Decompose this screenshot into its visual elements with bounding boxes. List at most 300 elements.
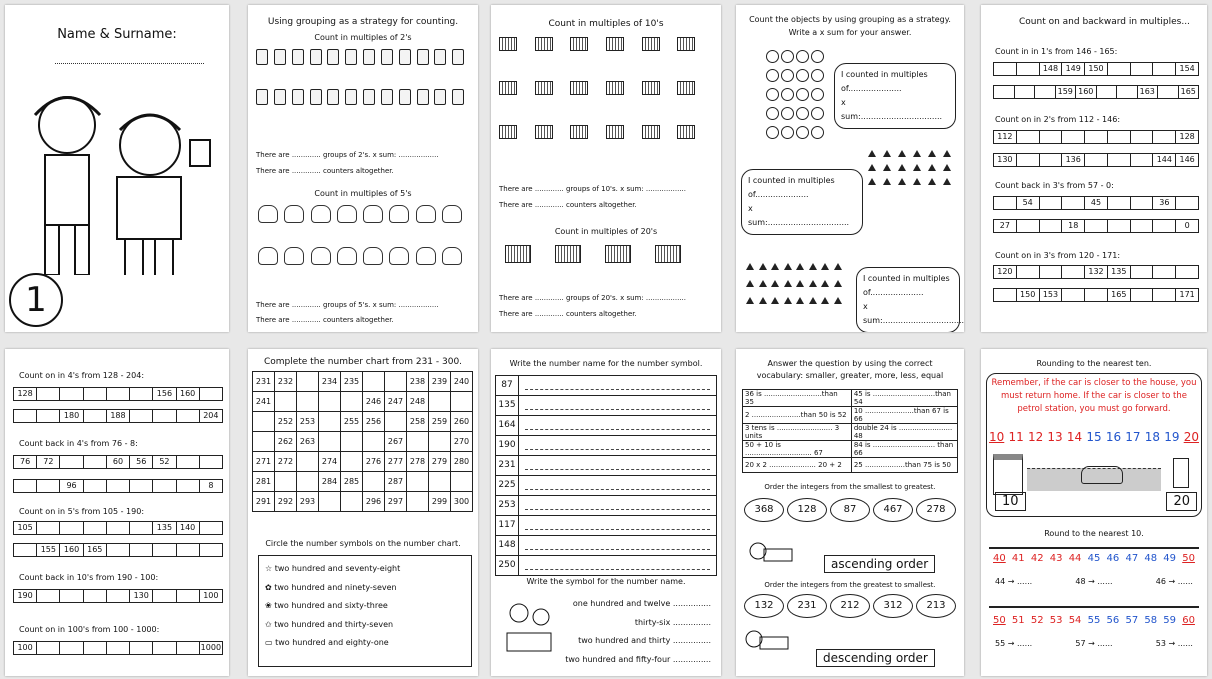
triangle-icon: [746, 263, 754, 270]
chart-cell: 277: [385, 452, 407, 472]
number-line-cell: [130, 388, 153, 400]
number-line-cell: [177, 410, 200, 422]
triangle-icon: [759, 280, 767, 287]
number-line-cell: 171: [1179, 290, 1195, 299]
number-symbol: 135: [496, 396, 519, 415]
subheading: Circle the number symbols on the number chart.: [265, 539, 461, 548]
number-line-cell: [60, 522, 83, 534]
apple-icon: [796, 50, 809, 63]
circle-item: ✩ two hundred and thirty-seven: [265, 619, 394, 629]
hand-icon: [442, 205, 462, 223]
number-line-cell: 52: [153, 456, 176, 468]
number-line-cell: [1131, 154, 1154, 166]
bundle-icon: [677, 81, 695, 95]
number-name-row: two hundred and fifty-four ...............: [565, 654, 711, 664]
bubble-text: I counted in multiples: [748, 176, 835, 185]
rule-2: If the car is closer to the petrol station, you must go forward.: [1017, 391, 1188, 414]
chart-cell: [275, 392, 297, 412]
cake-icon: [883, 164, 891, 171]
number-line: [993, 62, 1199, 76]
integer-oval: 132: [744, 594, 784, 618]
counter-icon: [399, 89, 411, 105]
triangle-icon: [771, 280, 779, 287]
number-line-cell: 100: [203, 591, 219, 600]
rounding-question: 57 → ......: [1075, 639, 1113, 648]
number-tick-label: 13: [1047, 430, 1063, 444]
number-line-cell: [1017, 131, 1040, 143]
ascending-order-label: ascending order: [824, 555, 935, 573]
number-line-cell: [1040, 266, 1063, 278]
number-line-cell: [153, 410, 176, 422]
number-line-cell: [1131, 266, 1154, 278]
chart-cell: [429, 472, 451, 492]
chart-cell: 278: [407, 452, 429, 472]
vocab-cell: double 24 is ........................ 48: [851, 424, 957, 441]
triangle-icon: [821, 280, 829, 287]
apple-icon: [766, 69, 779, 82]
cakes-group: [868, 150, 958, 185]
number-line-cell: 150: [1085, 63, 1108, 75]
number-line-cell: 204: [203, 411, 219, 420]
counter-icon: [381, 89, 393, 105]
number-line: [993, 130, 1199, 144]
number-line-cell: [130, 410, 153, 422]
chart-cell: 274: [319, 452, 341, 472]
integer-oval: 368: [744, 498, 784, 522]
section-2-label: Count back in 4's from 76 - 8:: [19, 439, 138, 448]
number-line-cell: 132: [1085, 266, 1108, 278]
counter-icon: [417, 49, 429, 65]
number-line-cell: 120: [994, 266, 1017, 278]
number-line-cell: 76: [14, 456, 37, 468]
number-line-cell: [1131, 131, 1154, 143]
section-2-label: Count on in 2's from 112 - 146:: [995, 115, 1121, 124]
subheading-20s: Count in multiples of 20's: [554, 227, 658, 236]
counter-icon: [327, 89, 339, 105]
chart-cell: 279: [429, 452, 451, 472]
chart-cell: 259: [429, 412, 451, 432]
number-line-cell: [84, 480, 107, 492]
section-4-label: Count on in 3's from 120 - 171:: [995, 251, 1121, 260]
page-vocabulary-ordering: [736, 349, 964, 676]
section-3-label: Count back in 3's from 57 - 0:: [995, 181, 1114, 190]
vocab-cell: 3 tens is ......................... 3 units: [743, 424, 852, 441]
number-symbol-row: [495, 555, 717, 576]
page-title: Using grouping as a strategy for counting.: [267, 17, 459, 27]
number-line-cell: [1062, 266, 1085, 278]
number-line-cell: 153: [1040, 289, 1063, 301]
counter-icon: [310, 49, 322, 65]
triangle-icon: [771, 297, 779, 304]
chart-cell: [275, 472, 297, 492]
counter-icon: [434, 89, 446, 105]
number-line-cell: [1131, 197, 1154, 209]
number-tick-label: 42: [1030, 553, 1044, 564]
apple-icon: [811, 50, 824, 63]
number-line: [13, 641, 223, 655]
number-line-cell: [60, 590, 83, 602]
number-line-cell: 165: [1108, 289, 1131, 301]
counter-icon: [345, 49, 357, 65]
page-title-line1: Count the objects by using grouping as a strategy.: [749, 15, 951, 24]
chart-cell: 238: [407, 372, 429, 392]
number-line-cell: [1085, 220, 1108, 232]
number-line-cell: 188: [107, 410, 130, 422]
answer-bubble-1: [834, 63, 956, 129]
answer-line: [525, 436, 710, 450]
hand-icon: [337, 205, 357, 223]
number-line-cell: 165: [84, 544, 107, 556]
chart-cell: [297, 392, 319, 412]
chart-cell: [363, 372, 385, 392]
total-line-10s: There are ............. counters altogether.: [499, 201, 637, 209]
chart-cell: 253: [297, 412, 319, 432]
chart-cell: 284: [319, 472, 341, 492]
number-line-cell: 163: [1138, 86, 1159, 98]
integer-oval: 87: [830, 498, 870, 522]
apple-icon: [781, 107, 794, 120]
number-tick-label: 50: [993, 615, 1006, 626]
number-tick-label: 43: [1049, 553, 1063, 564]
hand-icon: [284, 205, 304, 223]
number-line-cell: [1040, 154, 1063, 166]
integer-oval: 212: [830, 594, 870, 618]
number-line-cell: 136: [1062, 154, 1085, 166]
number-line-cell: 156: [153, 388, 176, 400]
chart-cell: 231: [253, 372, 275, 392]
bubble-text: x sum:................................: [863, 302, 964, 325]
answer-line: [525, 416, 710, 430]
house-icon: [993, 454, 1023, 495]
chart-cell: [363, 472, 385, 492]
integer-oval: 231: [787, 594, 827, 618]
rounding-question: 44 → ......: [995, 577, 1033, 586]
triangle-icon: [821, 297, 829, 304]
bundle-icon: [570, 125, 588, 139]
petrol-pump-icon: [1173, 458, 1189, 488]
apple-icon: [811, 126, 824, 139]
triangle-icon: [834, 297, 842, 304]
chart-cell: 248: [407, 392, 429, 412]
number-line: [993, 288, 1199, 302]
vocab-cell: 50 + 10 is .............................. 67: [743, 441, 852, 458]
number-symbol-row: [495, 435, 717, 455]
number-line-cell: [1017, 266, 1040, 278]
triangle-icon: [746, 297, 754, 304]
apple-icon: [781, 88, 794, 101]
cake-icon: [928, 178, 936, 185]
number-line-cell: [1153, 289, 1176, 301]
answer-line: [525, 456, 710, 470]
number-line-cell: [153, 544, 176, 556]
apple-icon: [811, 88, 824, 101]
number-line-cell: [130, 522, 153, 534]
child-lying-icon: [746, 539, 796, 569]
counter-icon: [399, 49, 411, 65]
triangle-icon: [784, 263, 792, 270]
bundle-icon: [642, 81, 660, 95]
triangle-icon: [759, 297, 767, 304]
number-line-cell: [60, 388, 83, 400]
cake-icon: [913, 164, 921, 171]
number-symbol-row: [495, 375, 717, 395]
triangle-icon: [759, 263, 767, 270]
counter-icon: [310, 89, 322, 105]
number-line-cell: [14, 544, 37, 556]
number-line-cell: 160: [177, 388, 200, 400]
number-symbol-row: [495, 415, 717, 435]
number-line-cell: 149: [1062, 63, 1085, 75]
number-line: [13, 455, 223, 469]
bundle-icon: [570, 81, 588, 95]
apple-icon: [811, 107, 824, 120]
number-line-cell: [200, 456, 222, 468]
apple-icon: [796, 88, 809, 101]
apple-icon: [796, 107, 809, 120]
number-line-cell: [107, 388, 130, 400]
vocab-cell: 36 is ..........................than 35: [743, 390, 852, 407]
number-line-cell: [1131, 289, 1154, 301]
chart-cell: 292: [275, 492, 297, 512]
number-line-cell: [1062, 289, 1085, 301]
number-line-cell: [1108, 154, 1131, 166]
number-line-cell: [200, 544, 222, 556]
cake-icon: [943, 178, 951, 185]
number-name-row: one hundred and twelve ...............: [572, 599, 711, 608]
chart-cell: [429, 392, 451, 412]
triangle-icon: [796, 263, 804, 270]
chart-cell: [385, 412, 407, 432]
chart-cell: [451, 392, 473, 412]
bubble-text: I counted in multiples: [863, 274, 950, 283]
chart-cell: 281: [253, 472, 275, 492]
bundle-icon: [605, 245, 631, 263]
chart-cell: 262: [275, 432, 297, 452]
number-line-cell: [1085, 289, 1108, 301]
number-line-cell: [37, 388, 60, 400]
number-line-cell: 154: [1179, 64, 1195, 73]
number-line-cell: 135: [1108, 266, 1131, 278]
chart-cell: 252: [275, 412, 297, 432]
number-line-cell: [994, 86, 1015, 98]
chart-cell: [451, 472, 473, 492]
number-line-cell: 1000: [200, 643, 222, 652]
number-line-cell: 8: [208, 481, 214, 490]
chart-cell: 300: [451, 492, 473, 512]
apple-icon: [781, 126, 794, 139]
number-tick-label: 52: [1030, 615, 1044, 626]
number-line-cell: [37, 480, 60, 492]
bundle-icon: [642, 37, 660, 51]
number-symbol-row: [495, 395, 717, 415]
subheading-2s: Count in multiples of 2's: [314, 33, 412, 42]
number-line-cell: [107, 544, 130, 556]
chart-cell: [363, 432, 385, 452]
number-line-cell: 146: [1179, 155, 1195, 164]
vocab-cell: 10 ......................than 67 is 66: [851, 407, 957, 424]
number-line-cell: [177, 642, 200, 654]
cake-icon: [913, 178, 921, 185]
integer-oval: 312: [873, 594, 913, 618]
number-line-cell: [1153, 131, 1176, 143]
chart-cell: 234: [319, 372, 341, 392]
counter-icon: [274, 49, 286, 65]
number-line-cell: [1017, 154, 1040, 166]
number-line-cell: [1117, 86, 1138, 98]
number-tick-label: 49: [1163, 553, 1177, 564]
page-grouping-10-20: [491, 5, 721, 332]
car-icon: [1081, 466, 1123, 484]
chart-cell: 232: [275, 372, 297, 392]
page-rounding: [981, 349, 1207, 676]
number-line-cell: [1153, 63, 1176, 75]
chart-cell: [319, 492, 341, 512]
page-title: Count on and backward in multiples...: [1019, 17, 1190, 27]
hand-icon: [442, 247, 462, 265]
number-line-cell: 72: [37, 456, 60, 468]
answer-line: [525, 536, 710, 550]
number-line-cell: 56: [130, 456, 153, 468]
triangle-icon: [821, 263, 829, 270]
number-line-cell: 150: [1017, 289, 1040, 301]
number-symbol: 164: [496, 416, 519, 435]
number-tick-label: 54: [1068, 615, 1082, 626]
counter-icon: [452, 49, 464, 65]
number-line-cell: 36: [1153, 197, 1176, 209]
apple-icon: [766, 88, 779, 101]
cake-icon: [883, 178, 891, 185]
counters-grid-2s: [256, 49, 470, 105]
hand-icon: [416, 205, 436, 223]
rounding-question: 48 → ......: [1075, 577, 1113, 586]
vocab-cell: 84 is ............................ than 66: [851, 441, 957, 458]
vocab-cell: 25 ..................than 75 is 50: [851, 458, 957, 473]
number-tick-label: 44: [1068, 553, 1082, 564]
answer-line: [525, 556, 710, 570]
number-tick-label: 16: [1105, 430, 1122, 444]
section-1-label: Count on in 4's from 128 - 204:: [19, 371, 145, 380]
number-line-cell: 180: [60, 410, 83, 422]
section-5-label: Count on in 100's from 100 - 1000:: [19, 625, 160, 634]
bundle-icon: [505, 245, 531, 263]
vocabulary-table: [742, 389, 958, 473]
integer-oval: 278: [916, 498, 956, 522]
number-line-cell: 130: [994, 154, 1017, 166]
bundles-grid-10s: [499, 37, 713, 139]
number-symbol-row: [495, 515, 717, 535]
bundle-icon: [535, 81, 553, 95]
chart-cell: 241: [253, 392, 275, 412]
chart-cell: 287: [385, 472, 407, 492]
counter-icon: [345, 89, 357, 105]
number-line-cell: [1040, 220, 1063, 232]
total-line-2s: There are ............. counters altogether.: [256, 167, 394, 175]
number-line-cell: [14, 480, 37, 492]
name-line: [55, 63, 204, 64]
triangle-icon: [809, 263, 817, 270]
hand-icon: [389, 247, 409, 265]
chart-cell: [319, 412, 341, 432]
number-line-cell: [1158, 86, 1179, 98]
number-line-cell: 190: [14, 590, 37, 602]
chart-cell: 285: [341, 472, 363, 492]
number-line: [993, 219, 1199, 233]
number-line-cell: 60: [107, 456, 130, 468]
groups-line-2s: There are ............. groups of 2's. x sum: ..................: [256, 151, 439, 159]
chart-cell: [407, 492, 429, 512]
bundles-grid-20s: [505, 245, 705, 263]
order-instruction-2: Order the integers from the greatest to smallest.: [764, 581, 936, 589]
number-tick-label: 53: [1049, 615, 1063, 626]
number-tick-label: 58: [1144, 615, 1158, 626]
number-line-cell: [200, 388, 222, 400]
order-instruction-1: Order the integers from the smallest to greatest.: [764, 483, 936, 491]
counter-icon: [256, 49, 268, 65]
subheading-5s: Count in multiples of 5's: [314, 189, 412, 198]
bundle-icon: [535, 37, 553, 51]
number-tick-label: 15: [1086, 430, 1102, 444]
cake-icon: [943, 164, 951, 171]
number-line-cell: 128: [1179, 132, 1195, 141]
counter-icon: [452, 89, 464, 105]
round-right-value: 20: [1166, 492, 1197, 511]
rounding-question: 55 → ......: [995, 639, 1033, 648]
hand-icon: [389, 205, 409, 223]
bubble-text: of.....................: [841, 84, 902, 93]
number-line: [13, 589, 223, 603]
round-left-value: 10: [995, 492, 1026, 511]
cake-icon: [898, 178, 906, 185]
number-line-cell: [994, 289, 1017, 301]
hand-icon: [416, 247, 436, 265]
cake-icon: [913, 150, 921, 157]
descending-order-label: descending order: [816, 649, 935, 667]
bundle-icon: [499, 37, 517, 51]
page-title-line2: Write a x sum for your answer.: [788, 28, 912, 37]
number-symbol: 250: [496, 556, 519, 575]
number-symbol: 117: [496, 516, 519, 535]
number-line-cell: [37, 522, 60, 534]
chart-cell: 276: [363, 452, 385, 472]
number-line-cell: 155: [37, 544, 60, 556]
number-line-cell: [130, 544, 153, 556]
number-line-cell: 0: [1184, 221, 1190, 230]
number-line-10-20: [989, 430, 1199, 444]
number-line-cell: 96: [60, 480, 83, 492]
number-line-cell: [994, 63, 1017, 75]
number-tick-label: 12: [1027, 430, 1044, 444]
number-symbol-row: [495, 475, 717, 495]
axis-line: [989, 547, 1199, 549]
rule-text: [987, 374, 1201, 416]
vocab-cell: 45 is ............................than 54: [851, 390, 957, 407]
apple-icon: [766, 126, 779, 139]
apple-icon: [781, 69, 794, 82]
number-line: [13, 479, 223, 493]
number-name-row: thirty-six ...............: [634, 617, 711, 627]
subheading-10s: Count in multiples of 10's: [548, 19, 664, 29]
chart-cell: 247: [385, 392, 407, 412]
bubble-text: I counted in multiples: [841, 70, 928, 79]
number-line-cell: 105: [14, 522, 37, 534]
number-line-cell: [1108, 63, 1131, 75]
page-cover: [5, 5, 229, 332]
chart-cell: [253, 432, 275, 452]
bundle-icon: [555, 245, 581, 263]
triangle-icon: [834, 280, 842, 287]
symbol-list: [551, 595, 711, 669]
name-surname-label: Name & Surname:: [57, 27, 177, 42]
